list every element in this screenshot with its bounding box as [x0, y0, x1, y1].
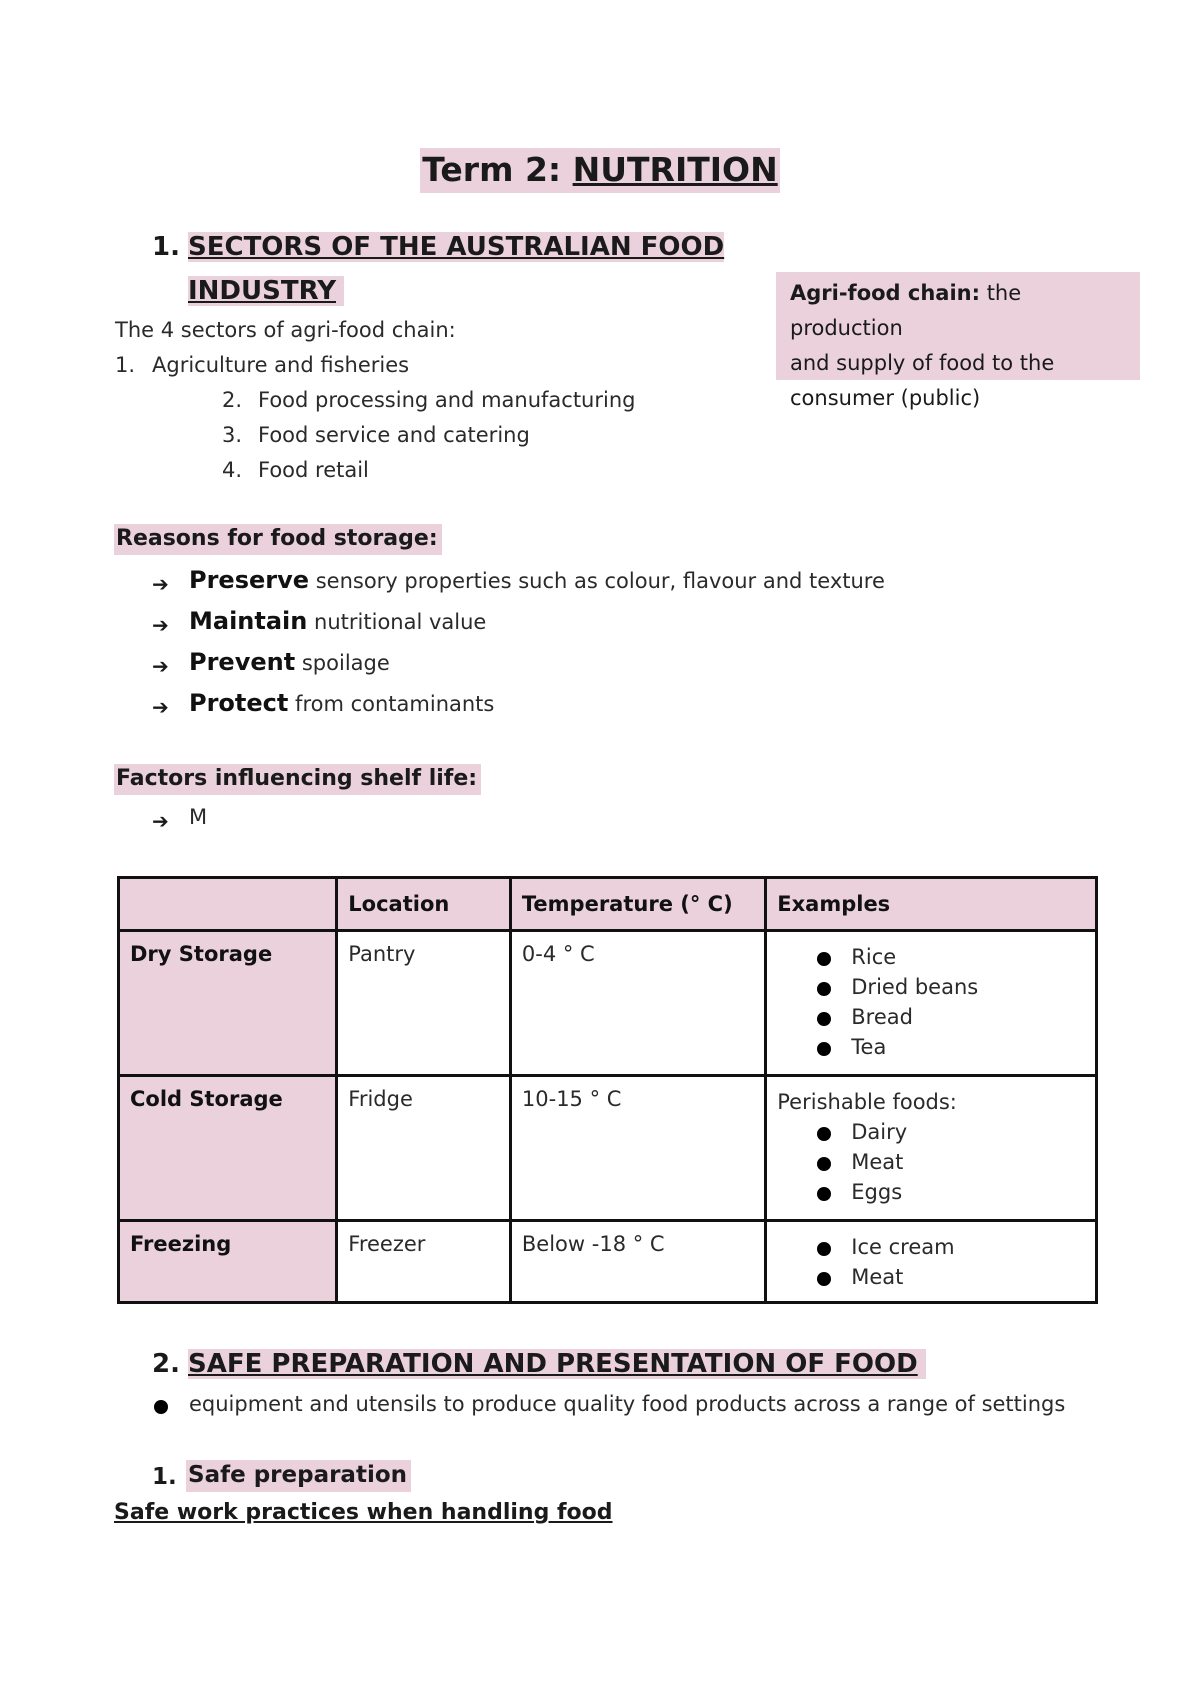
- list-item: Dairy: [813, 1117, 1085, 1147]
- reason-keyword: Protect: [189, 689, 289, 717]
- sector-item: [222, 458, 369, 482]
- sector-number: 1.: [115, 353, 136, 377]
- arrow-icon: ➔: [152, 695, 169, 719]
- reason-keyword: Prevent: [189, 648, 296, 676]
- list-item: Meat: [813, 1147, 1085, 1177]
- reason-text: from contaminants: [288, 692, 495, 716]
- list-item: Dried beans: [813, 972, 1085, 1002]
- temperature-cell: 0-4 ° C: [510, 931, 765, 1076]
- reason-text: nutritional value: [307, 610, 487, 634]
- subsection-number: 1.: [152, 1464, 177, 1490]
- list-item: Tea: [813, 1032, 1085, 1062]
- examples-note: Perishable foods:: [777, 1090, 957, 1114]
- table-row: [119, 1076, 1097, 1221]
- examples-cell: [766, 931, 1097, 1076]
- table-header-temperature: Temperature (° C): [510, 878, 765, 931]
- reason-text: spoilage: [295, 651, 390, 675]
- examples-cell: [766, 1221, 1097, 1303]
- arrow-icon: ➔: [152, 809, 169, 833]
- reason-keyword: Preserve: [189, 566, 310, 594]
- list-item: Ice cream: [813, 1232, 1085, 1262]
- sector-number: 4.: [222, 458, 243, 482]
- location-cell: Freezer: [337, 1221, 511, 1303]
- section1-heading-line2: INDUSTRY: [188, 276, 344, 306]
- table-header-location: Location: [337, 878, 511, 931]
- storage-reasons-heading: Reasons for food storage:: [114, 524, 442, 555]
- section2-bullet-text: equipment and utensils to produce quality food products across a range of settings: [189, 1392, 1066, 1416]
- storage-reason-item: [189, 607, 486, 635]
- sector-item: [115, 353, 410, 377]
- reason-text: sensory properties such as colour, flavour and texture: [309, 569, 885, 593]
- temperature-cell: 10-15 ° C: [510, 1076, 765, 1221]
- sector-label: Food retail: [258, 458, 369, 482]
- section1-heading: [188, 232, 724, 262]
- sectors-intro: The 4 sectors of agri-food chain:: [115, 318, 456, 342]
- definition-line1: the production: [790, 281, 1022, 340]
- title-main: NUTRITION: [572, 150, 778, 189]
- storage-table: [117, 876, 1098, 1304]
- reason-keyword: Maintain: [189, 607, 308, 635]
- table-header-examples: Examples: [766, 878, 1097, 931]
- section2-number: 2.: [152, 1349, 180, 1379]
- shelf-life-item: M: [189, 805, 208, 829]
- page-title: [0, 148, 1200, 193]
- definition-line3: consumer (public): [790, 386, 981, 410]
- sector-item: [222, 388, 636, 412]
- list-item: Bread: [813, 1002, 1085, 1032]
- section1-heading-line1: SECTORS OF THE AUSTRALIAN FOOD: [188, 232, 725, 262]
- storage-type-cell: Dry Storage: [119, 931, 337, 1076]
- storage-reason-item: [189, 566, 885, 594]
- arrow-icon: ➔: [152, 572, 169, 596]
- title-prefix: Term 2:: [422, 150, 573, 189]
- list-item: Rice: [813, 942, 1085, 972]
- location-cell: Fridge: [337, 1076, 511, 1221]
- sector-number: 2.: [222, 388, 243, 412]
- definition-line2: and supply of food to the: [790, 351, 1055, 375]
- arrow-icon: ➔: [152, 613, 169, 637]
- examples-list: [777, 1117, 1085, 1207]
- definition-note: [776, 272, 1140, 410]
- storage-type-cell: Freezing: [119, 1221, 337, 1303]
- subsection-heading: Safe preparation: [186, 1460, 411, 1492]
- definition-term: Agri-food chain:: [790, 281, 981, 305]
- examples-list: [777, 1232, 1085, 1292]
- section1-number: 1.: [152, 232, 180, 262]
- storage-reason-item: [189, 648, 390, 676]
- shelf-life-heading: Factors influencing shelf life:: [114, 764, 481, 795]
- table-row: [119, 931, 1097, 1076]
- sector-label: Agriculture and fisheries: [152, 353, 410, 377]
- sector-label: Food service and catering: [258, 423, 530, 447]
- storage-reason-item: [189, 689, 494, 717]
- table-header-row: [119, 878, 1097, 931]
- list-item: Eggs: [813, 1177, 1085, 1207]
- section1-heading-2: [188, 276, 344, 306]
- subsubsection-heading: Safe work practices when handling food: [114, 1500, 613, 1525]
- storage-type-cell: Cold Storage: [119, 1076, 337, 1221]
- section2-heading-text: SAFE PREPARATION AND PRESENTATION OF FOOD: [188, 1349, 926, 1379]
- sector-number: 3.: [222, 423, 243, 447]
- temperature-cell: Below -18 ° C: [510, 1221, 765, 1303]
- location-cell: Pantry: [337, 931, 511, 1076]
- examples-cell: [766, 1076, 1097, 1221]
- arrow-icon: ➔: [152, 654, 169, 678]
- table-row: [119, 1221, 1097, 1303]
- table-header-blank: [119, 878, 337, 931]
- sector-item: [222, 423, 530, 447]
- bullet-icon: [154, 1400, 168, 1414]
- sector-label: Food processing and manufacturing: [258, 388, 636, 412]
- examples-list: [777, 942, 1085, 1062]
- section2-heading: [188, 1349, 926, 1379]
- list-item: Meat: [813, 1262, 1085, 1292]
